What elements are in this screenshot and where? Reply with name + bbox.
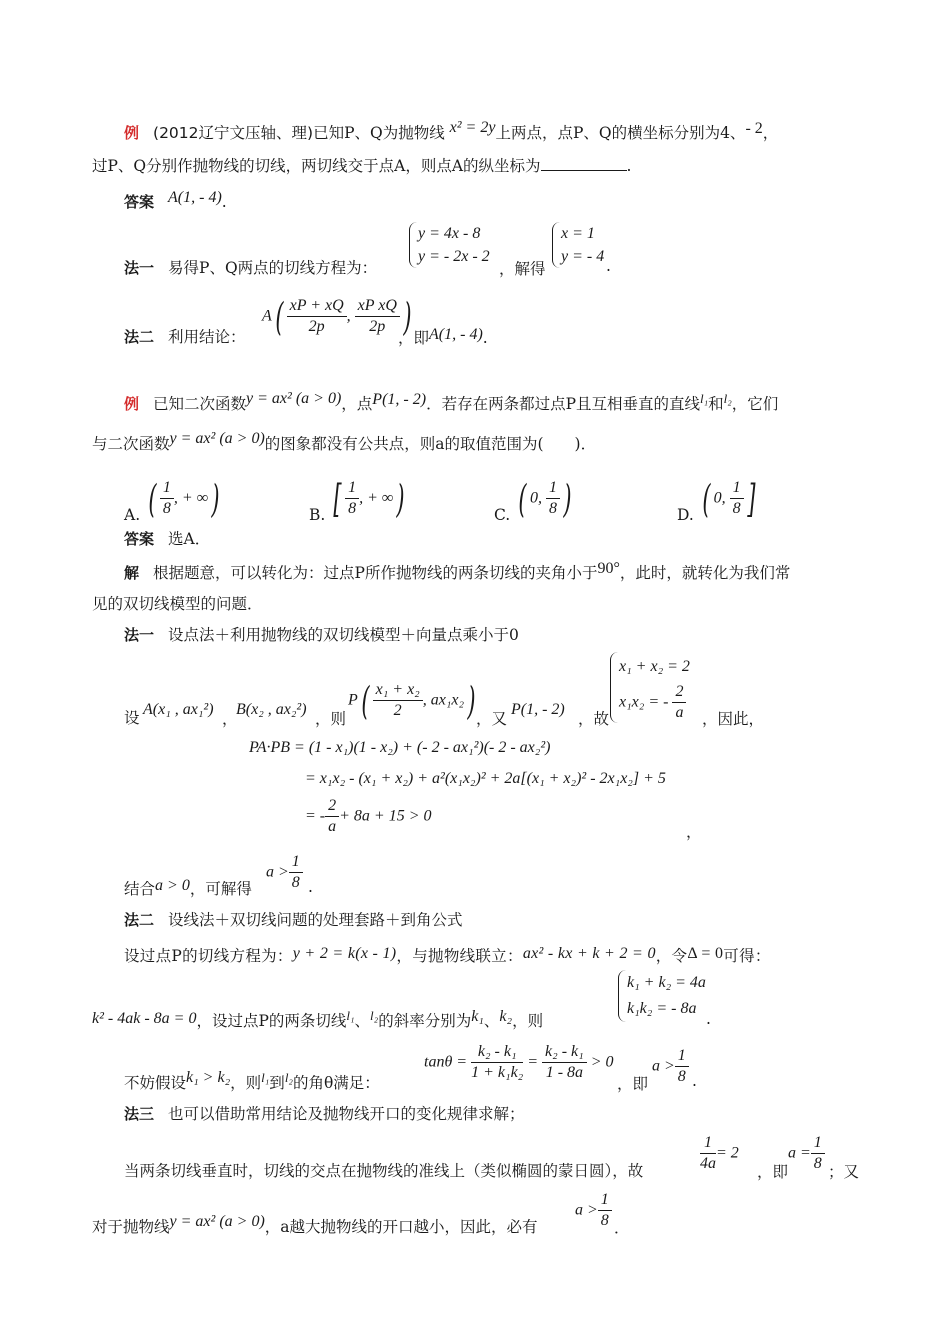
ex2-method2-title: 法二 设线法＋双切线问题的处理套路＋到角公式 [124,911,463,929]
ex1-answer: 答案 A(1, - 4). [124,189,227,211]
ex2-stem-line1: 例 已知二次函数y = ax² (a > 0)，点P(1, - 2)．若存在两条都过点P且互相垂直的直线$^{l_1}$和$^{l_2}$，它们 [124,390,779,413]
vieta-system: x₁ + x₂ = 2 x₁x₂ = - $\frac{2}{a}$ [610,652,690,723]
ex1-method1: 法一 易得P、Q两点的切线方程为： [124,259,378,277]
parabola-formula: x² = 2y [449,119,496,136]
answer-value: A(1, - 4) [168,189,222,206]
calc-line3: = - $\frac{2}{a}$ + 8a + 15 > 0 [305,797,432,835]
ex2-method1-title: 法一 设点法＋利用抛物线的双切线模型＋向量点乘小于0 [124,626,519,644]
document-page: 例 (2012辽宁文压轴、理)已知P、Q为抛物线 x² = 2y上两点，点P、Q的横坐标分别为4、- 2， 过P、Q分别作抛物线的切线，两切线交于点A，则点A的纵坐标为 . 答案 A(1, - 4). 法一 易得P、Q两点的切线方程为： y = 4x - 8 y = - 2x - 2 ，解得 x = 1 y = - 4 . 法二 利用结论： A( $\frac{xP + xQ}{2p}$ , $\frac{\text{xP xQ}}{2p}$ ) ，即A(1, - 4). 例 已知二次函数y = ax² (a > 0)，点P(1, - 2)．若存在两条都过点P且互相垂直的直线$^{l_1}$和$^{l_2}$，它们 与二次函数y = ax² (a > 0)的图象都没有公共点，则a的取值范围为( )． A. ( $\frac{1}{8}$ , + ∞) B. [ $\frac{1}{8}$ , + ∞) C. ( 0, $\frac{1}{8}$ ) D. ( 0, $\frac{1}{8}$ ] 答案 选A． 解 根据题意，可以转化为：过点P所作抛物线的两条切线的夹角小于90°，此时，就转化为我们常 见的双切线模型的问题． 法一 设点法＋利用抛物线的双切线模型＋向量点乘小于0 设 A(x₁ , ax₁²) ， B(x₂ , ax₂²) ，则 P( $\frac{\text{x₁ + x₂}}{2}$ , ax₁x₂) ，又 P(1, - 2) ，故 x₁ + x₂ = 2 x₁x₂ = - $\frac{2}{a}$ ，因此， PA·PB = (1 - x₁)(1 - x₂) + (- 2 - ax₁²)(- 2 - ax₂²) = x₁x₂ - (x₁ + x₂) + a²(x₁x₂)² + 2a[(x₁ + x₂)² - 2x₁x₂] + 5 = - $\frac{2}{a}$ + 8a + 15 > 0 ， 结合a > 0，可解得 a > $\frac{1}{8}$ . 法二 设线法＋双切线问题的处理套路＋到角公式 设过点P的切线方程为：y + 2 = k(x - 1)，与抛物线联立：ax² - kx + k + 2 = 0，令Δ = 0可得： k₁ + k₂ = 4a k₁k₂ = - 8a k² - 4ak - 8a = 0，设过点P的两条切线$^{l_1}$、$^{l_2}$的斜率分别为k₁、k₂，则 . 不妨假设k₁ > k₂，则$^{l_1}$到$^{l_2}$的角θ满足： tanθ = $\frac{\text{k₂ - k₁}}{\text{1 + k₁k₂}}$ = $\frac{\text{k₂ - k₁}}{1 - 8a}$ > 0 ，即 a > $\frac{1}{8}$ . 法三 也可以借助常用结论及抛物线开口的变化规律求解； 当两条切线垂直时，切线的交点在抛物线的准线上（类似椭圆的蒙日圆），故 $\frac{1}{4a}$ = 2 ，即 a = $\frac{1}{8}$ ；又 对于抛物线y = ax² (a > 0)，a越大抛物线的开口越小，因此，必有 a > $\frac{1}{8}$ ． [0,0,950,1344]
option-b[interactable]: B. [ $\frac{1}{8}$ , + ∞) [309,476,405,525]
example-label: 例 [124,395,140,413]
ex2-solution-line1: 解 根据题意，可以转化为：过点P所作抛物线的两条切线的夹角小于90°，此时，就转化为我们常 [124,560,791,582]
ex1-conclusion: A( $\frac{xP + xQ}{2p}$ , $\frac{\text{xP xQ}}{2p}$ ) [262,294,412,339]
midpoint-p: P( $\frac{\text{x₁ + x₂}}{2}$ , ax₁x₂) [348,678,476,723]
ex2-method1-setup: 设 [124,709,140,727]
tan-formula: tanθ = $\frac{\text{k₂ - k₁}}{\text{1 + k₁k₂}}$ = $\frac{\text{k₂ - k₁}}{1 - 8a}$ > 0 [424,1043,614,1081]
ex2-stem-line2: 与二次函数y = ax² (a > 0)的图象都没有公共点，则a的取值范围为( )． [92,430,597,453]
ex1-stem-line2: 过P、Q分别作抛物线的切线，两切线交于点A，则点A的纵坐标为 . [92,157,632,175]
ex1-source: (2012辽宁文压轴、理) [153,124,314,142]
ex1-stem-line1: 例 (2012辽宁文压轴、理)已知P、Q为抛物线 x² = 2y上两点，点P、Q的横坐标分别为4、- 2， [124,119,779,142]
option-a[interactable]: A. ( $\frac{1}{8}$ , + ∞) [124,476,220,525]
ex2-method3-title: 法三 也可以借助常用结论及抛物线开口的变化规律求解； [124,1105,525,1123]
slope-system: k₁ + k₂ = 4a k₁k₂ = - 8a [618,970,706,1022]
ex2-method2-line1: 设过点P的切线方程为：y + 2 = k(x - 1)，与抛物线联立：ax² - kx + k + 2 = 0，令Δ = 0可得： [124,945,771,965]
ex2-method1-result: 结合a > 0，可解得 [124,877,252,898]
ex2-solution-line2: 见的双切线模型的问题． [92,595,263,613]
ex2-method3-line2: 对于抛物线y = ax² (a > 0)，a越大抛物线的开口越小，因此，必有 [92,1213,538,1236]
answer-blank [541,156,627,171]
ex2-method2-line2: k² - 4ak - 8a = 0，设过点P的两条切线$^{l_1}$、$^{l_2}$的斜率分别为k₁、k₂，则 [92,1008,544,1030]
ex2-method3-line1: 当两条切线垂直时，切线的交点在抛物线的准线上（类似椭圆的蒙日圆），故 [124,1162,644,1180]
option-d[interactable]: D. ( 0, $\frac{1}{8}$ ] [677,476,756,525]
calc-line2: = x₁x₂ - (x₁ + x₂) + a²(x₁x₂)² + 2a[(x₁ + x₂)² - 2x₁x₂] + 5 [305,770,666,787]
calc-line1: PA·PB = (1 - x₁)(1 - x₂) + (- 2 - ax₁²)(- 2 - ax₂²) [249,739,551,756]
ex1-method1-solution: x = 1 y = - 4 [552,222,604,268]
ex2-answer: 答案 选A． [124,530,211,548]
ex1-method1-system: y = 4x - 8 y = - 2x - 2 [409,222,490,268]
option-c[interactable]: C. ( 0, $\frac{1}{8}$ ) [494,476,572,525]
ex2-method2-line3: 不妨假设k₁ > k₂，则$^{l_1}$到$^{l_2}$的角θ满足： [124,1069,380,1092]
example-label: 例 [124,124,140,142]
ex1-method2: 法二 利用结论： [124,328,246,346]
